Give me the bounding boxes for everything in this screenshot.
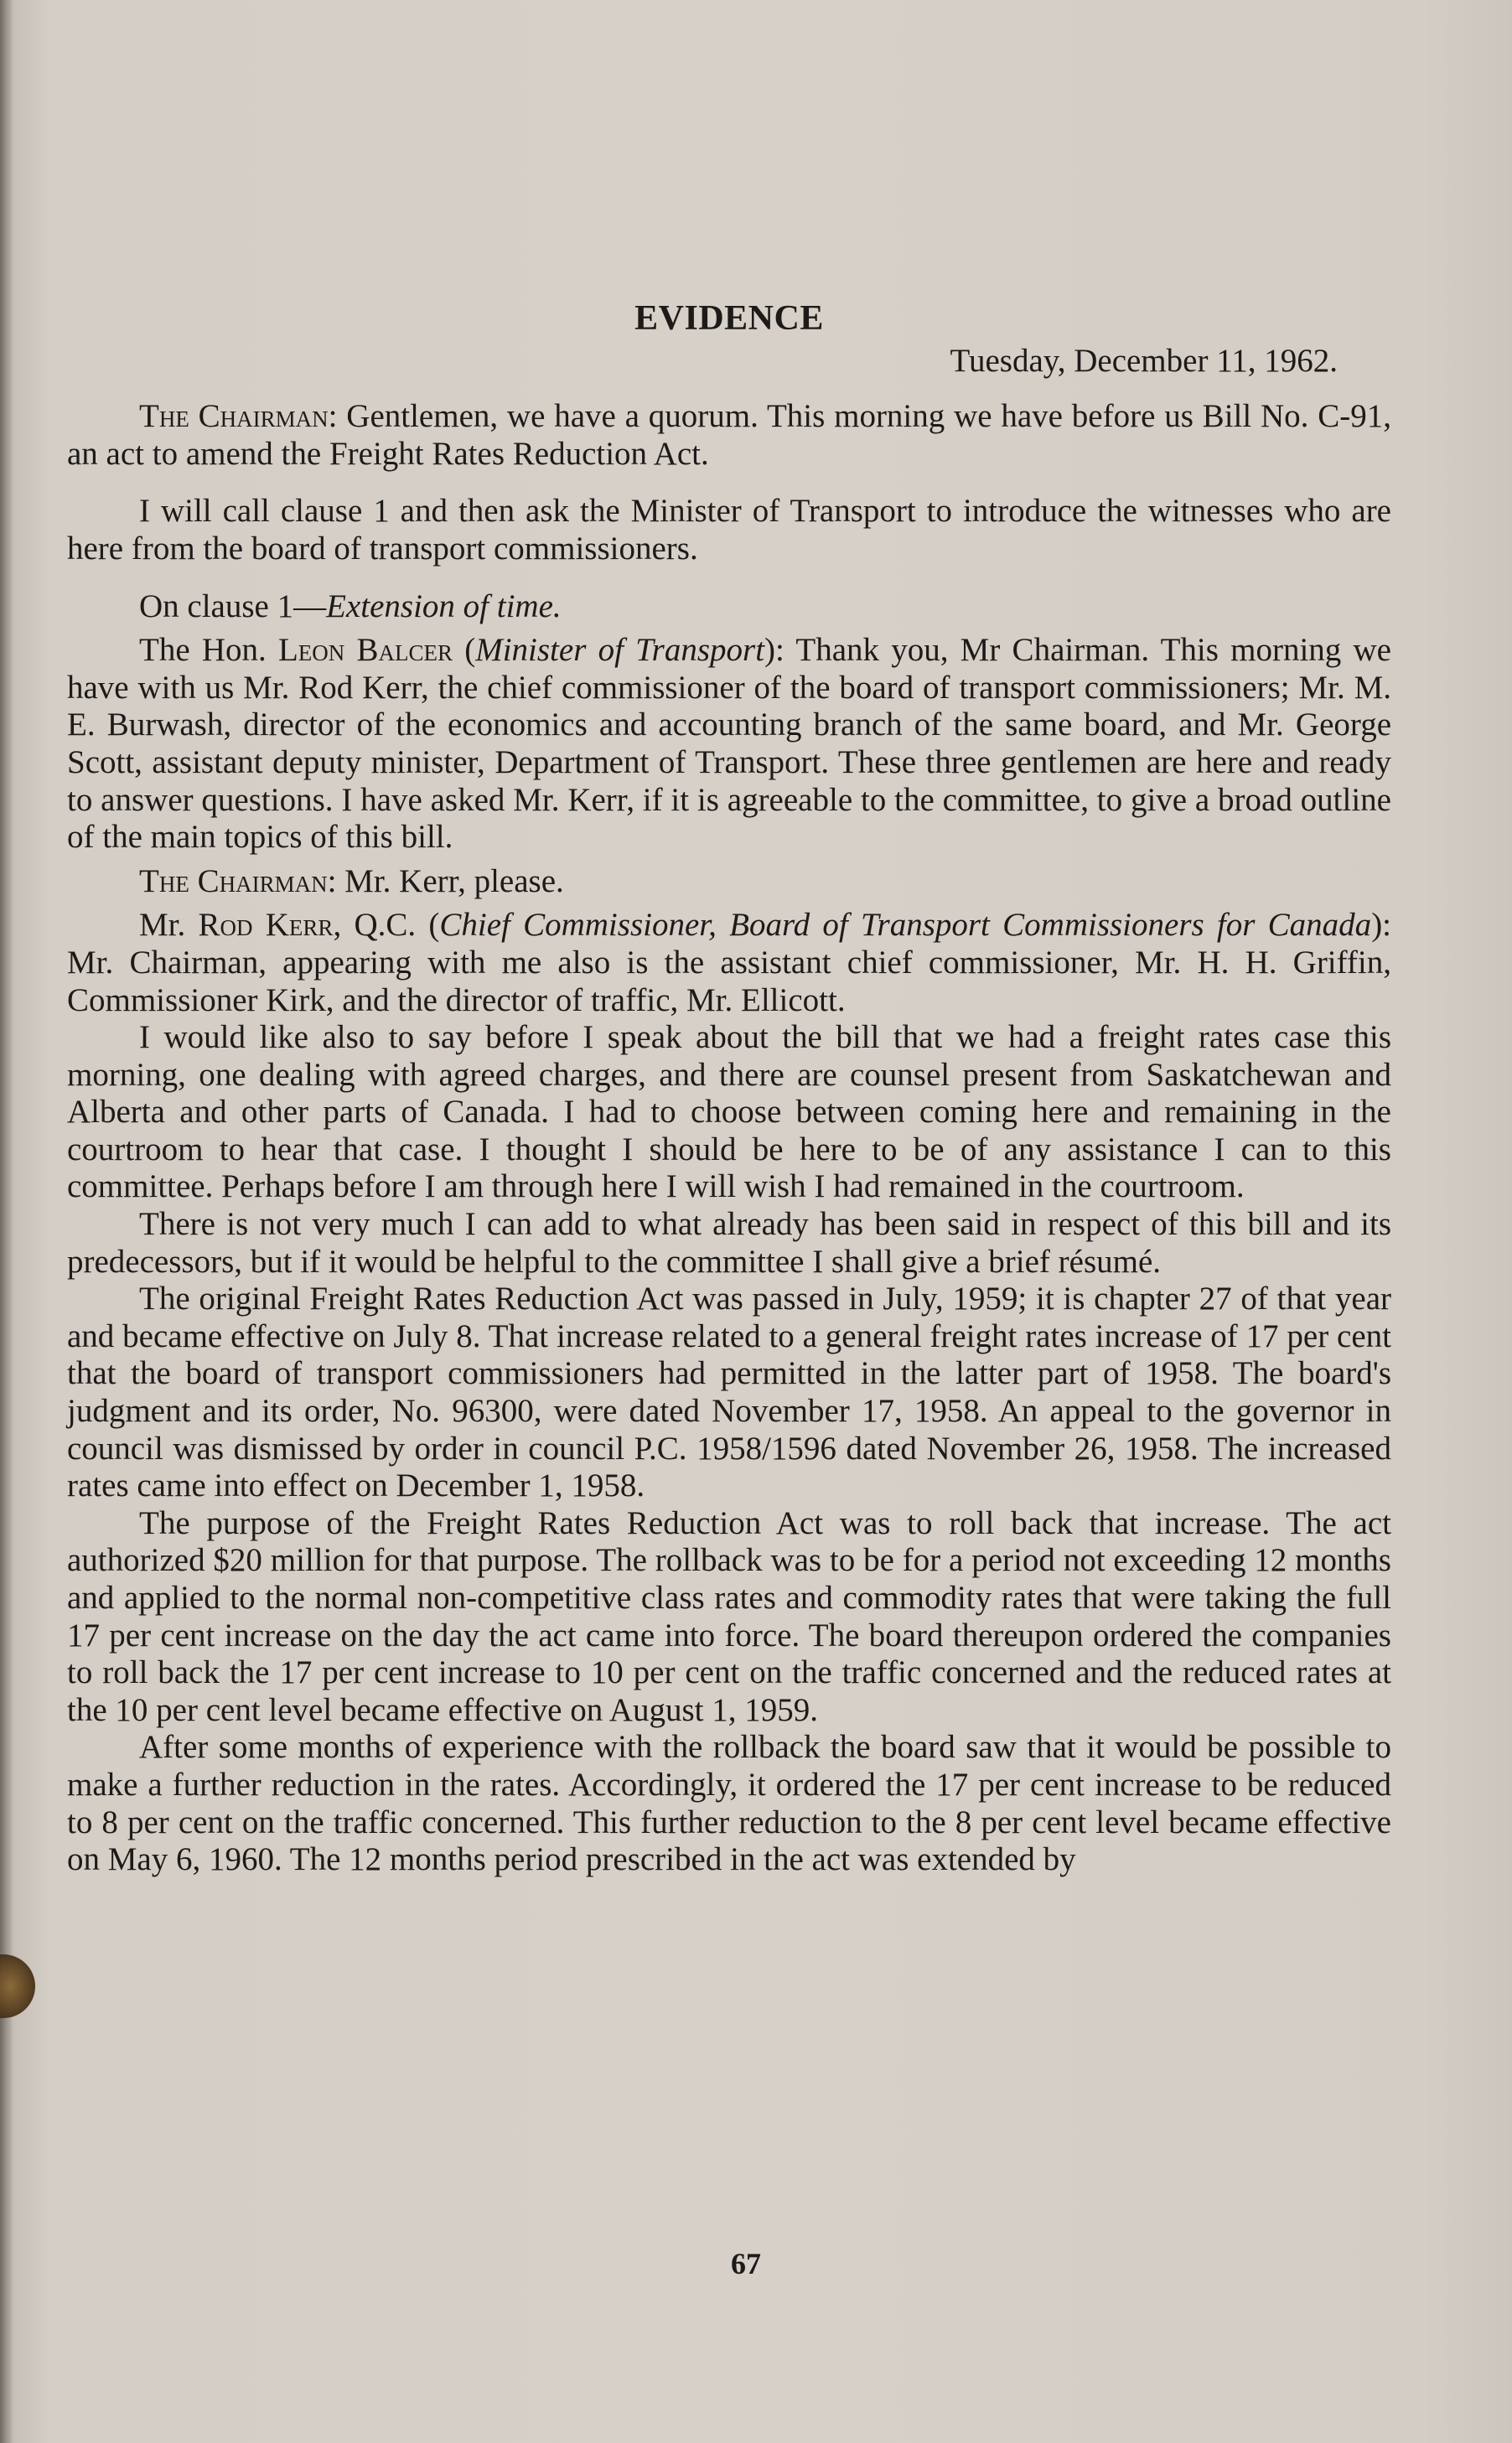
- paren-close: ):: [1371, 907, 1392, 944]
- clause-prefix: On clause 1—: [139, 587, 327, 624]
- paragraph-text: : Gentlemen, we have a quorum. This morning we have before us Bill No. C-91, an act to amend the Freight Rates Reduction Act.: [67, 398, 1391, 472]
- speaker-role: Chief Commissioner, Board of Transport Commissioners for Canada: [439, 907, 1372, 944]
- paragraph-call-clause: [67, 493, 1391, 567]
- paragraph-clause-heading: [67, 588, 1391, 626]
- speaker-suffix: , Q.C. (: [333, 907, 440, 944]
- paragraph-act-purpose: The purpose of the Freight Rates Reduction Act was to roll back that increase. The act authorized $20 million for that purpose. The rollback was to be for a period not exceeding 12 months and applied to the normal non-competitive class rates and commodity rates that were taking the full 17 per cent increase on the day the act came into force. The board thereupon ordered the companies to roll back the 17 per cent increase to 10 per cent on the traffic concerned and the reduced rates at the 10 per cent level became effective on August 1, 1959.: [67, 1504, 1391, 1728]
- paragraph-text: Thank you, Mr Chairman. This morning we have with us Mr. Rod Kerr, the chief commissioner of the board of transport commissioners; Mr. M. E. Burwash, director of the economics and accounting branch of the same board, and Mr. George Scott, assistant deputy minister, Department of Transport. These three gentlemen are here and ready to answer questions. I have asked Mr. Kerr, if it is agreeable to the committee, to give a broad outline of the main topics of this bill.: [67, 632, 1391, 856]
- page-binding-edge: [0, 0, 12, 2443]
- speaker-name: The Chairman: [139, 862, 328, 899]
- paragraph-original-act: The original Freight Rates Reduction Act was passed in July, 1959; it is chapter 27 of that year and became effective on July 8. That increase related to a general freight rates increase of 17 per cent that the board of transport commissioners had permitted in the latter part of 1958. The board's judgment and its order, No. 96300, were dated November 17, 1958. An appeal to the governor in council was dismissed by order in council P.C. 1958/1596 dated November 26, 1958. The increased rates came into effect on December 1, 1958.: [67, 1281, 1391, 1504]
- paragraph-chairman-request: [67, 863, 1391, 901]
- speaker-role: Minister of Transport: [475, 632, 765, 669]
- paragraph-further-reduction: After some months of experience with the rollback the board saw that it would be possible to make a further reduction in the rates. Accordingly, it ordered the 17 per cent increase to be reduced to 8 per cent on the traffic concerned. This further reduction to the 8 per cent level became effective on May 6, 1960. The 12 months period prescribed in the act was extended by: [67, 1729, 1391, 1878]
- page-number: 67: [731, 2247, 761, 2280]
- paragraph-freight-case: I would like also to say before I speak about the bill that we had a freight rates case this morning, one dealing with agreed charges, and there are counsel present from Saskatchewan and Alberta and other parts of Canada. I had to choose between coming here and remaining in the courtroom to hear that case. I thought I should be here to be of any assistance I can to this committee. Perhaps before I am through here I will wish I had remained in the courtroom.: [67, 1019, 1391, 1205]
- paragraph-chairman-opening: [67, 398, 1391, 473]
- binder-ring: [0, 1954, 35, 2018]
- paragraph-text: I will call clause 1 and then ask the Minister of Transport to introduce the witnesses who are here from the board of transport commissioners.: [67, 493, 1391, 567]
- speaker-name: Leon Balcer: [277, 632, 453, 669]
- paragraph-minister-statement: [67, 632, 1391, 857]
- speaker-prefix: Mr.: [139, 907, 199, 944]
- section-heading: EVIDENCE: [634, 299, 824, 338]
- clause-title: Extension of time.: [326, 587, 562, 624]
- paren-close: ):: [764, 632, 784, 669]
- speaker-name: Rod Kerr: [198, 907, 334, 944]
- paren-open: (: [453, 632, 476, 669]
- paragraph-brief-resume: There is not very much I can add to what already has been said in respect of this bill and its predecessors, but if it would be helpful to the committee I shall give a brief résumé.: [67, 1206, 1391, 1280]
- paragraph-kerr-introduction: [67, 907, 1391, 1019]
- session-date: Tuesday, December 11, 1962.: [950, 342, 1338, 379]
- speaker-name: The Chairman: [139, 398, 329, 435]
- speaker-prefix: The Hon.: [139, 632, 278, 669]
- paragraph-text: Mr. Chairman, appearing with me also is the assistant chief commissioner, Mr. H. H. Griffin, Commissioner Kirk, and the director of traffic, Mr. Ellicott.: [67, 944, 1391, 1018]
- paragraph-text: : Mr. Kerr, please.: [327, 862, 564, 899]
- page-body: [67, 300, 1391, 1879]
